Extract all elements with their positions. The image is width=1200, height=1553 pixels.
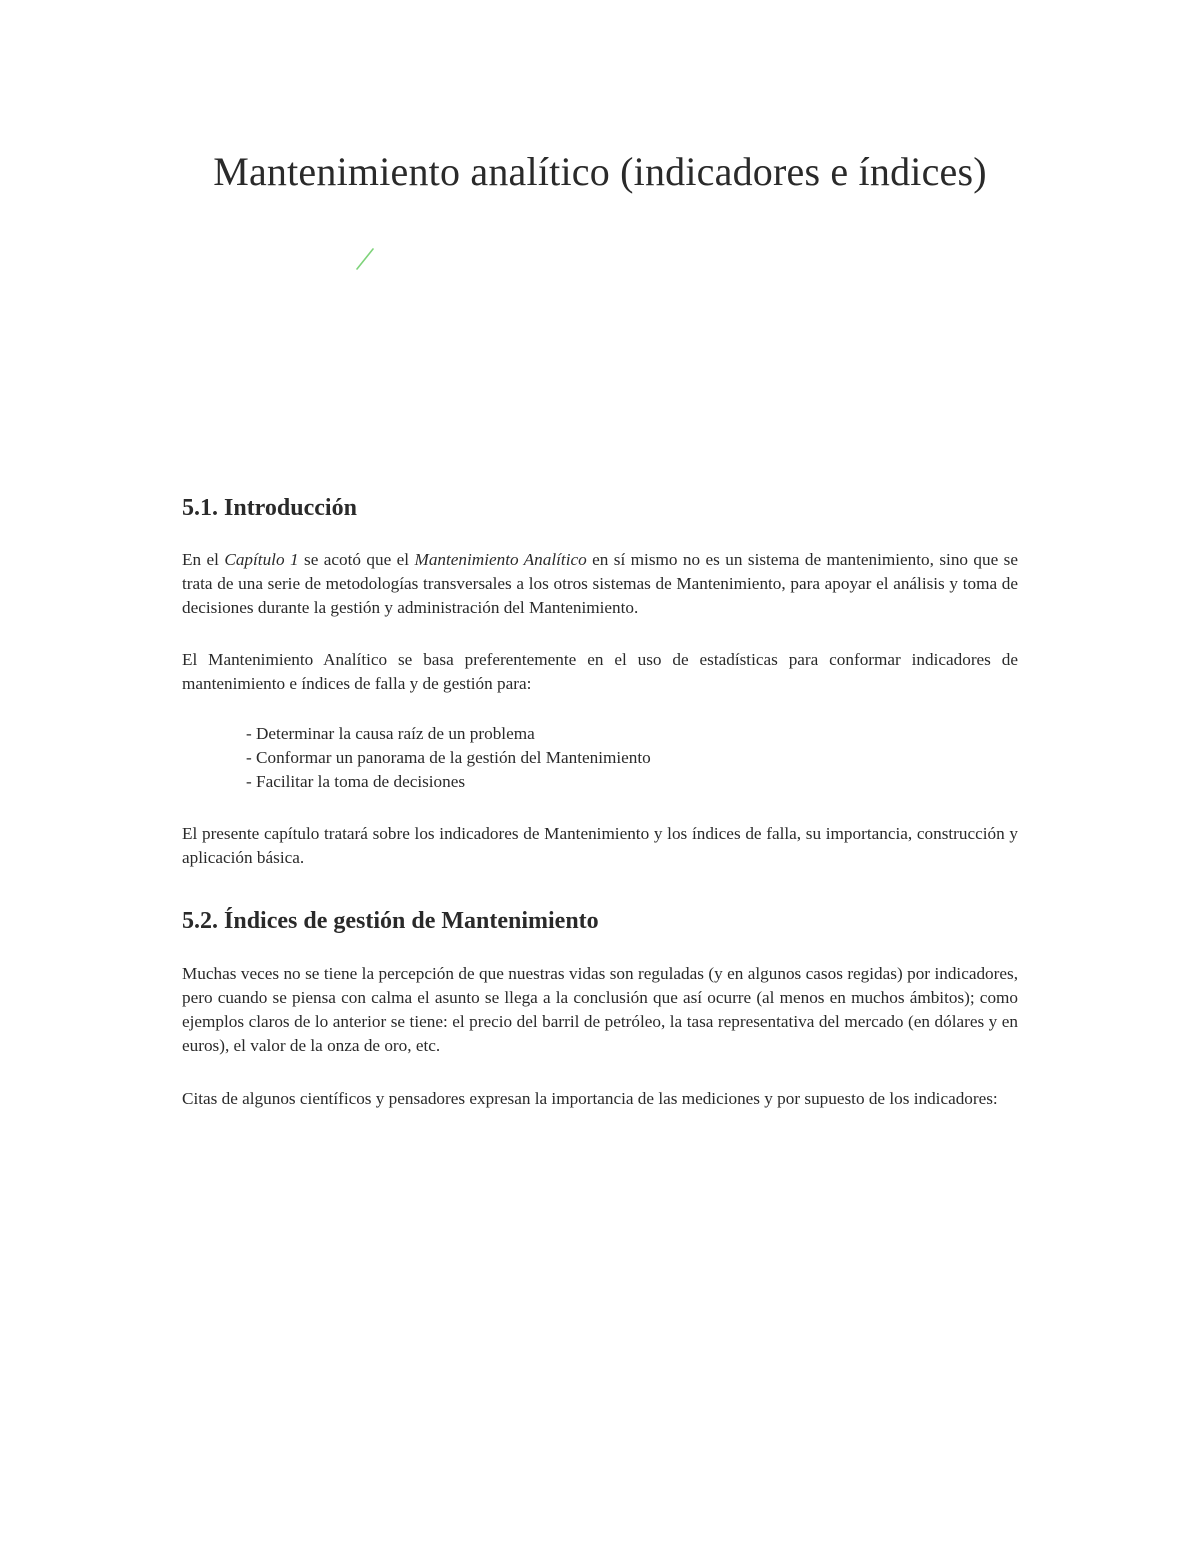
list-item: - Determinar la causa raíz de un problema: [246, 724, 535, 743]
section-heading-introduccion: 5.1. Introducción: [182, 495, 357, 521]
intro-p1-text-c: en sí mismo no es un sistema de mantenimiento, sino que se trata de una serie de metodologías transversales a los otros sistemas de Mantenimiento, para apoyar el análisis y toma de decisiones durante la gestión y administración del Mantenimiento.: [182, 550, 1018, 617]
intro-p1-text-a: En el: [182, 550, 225, 569]
intro-paragraph-3: El presente capítulo tratará sobre los indicadores de Mantenimiento y los índices de falla, su importancia, construcción y aplicación básica.: [182, 824, 1018, 867]
intro-p1-italic-capitulo: Capítulo 1: [224, 550, 299, 569]
list-item: - Conformar un panorama de la gestión del Mantenimiento: [246, 748, 651, 767]
list-item: - Facilitar la toma de decisiones: [246, 772, 466, 791]
intro-paragraph-1: [182, 548, 1018, 620]
section-heading-indices: 5.2. Índices de gestión de Mantenimiento: [182, 908, 599, 934]
page-title: Mantenimiento analítico (indicadores e índices): [213, 149, 987, 194]
intro-p1-text-b: se acotó que el: [298, 550, 415, 569]
purpose-list: [246, 722, 651, 794]
intro-p1-italic-mantenimiento: Mantenimiento Analítico: [414, 550, 587, 569]
indices-paragraph-2: Citas de algunos científicos y pensadores expresan la importancia de las mediciones y por supuesto de los indicadores:: [182, 1089, 998, 1108]
green-pen-mark: [354, 246, 376, 272]
intro-paragraph-2: El Mantenimiento Analítico se basa preferentemente en el uso de estadísticas para conformar indicadores de mantenimiento e índices de falla y de gestión para:: [182, 650, 1018, 693]
indices-paragraph-1: Muchas veces no se tiene la percepción de que nuestras vidas son reguladas (y en algunos casos regidas) por indicadores, pero cuando se piensa con calma el asunto se llega a la conclusión que así ocurre (al menos en muchos ámbitos); como ejemplos claros de lo anterior se tiene: el precio del barril de petróleo, la tasa representativa del mercado (en dólares y en euros), el valor de la onza de oro, etc.: [182, 964, 1018, 1055]
